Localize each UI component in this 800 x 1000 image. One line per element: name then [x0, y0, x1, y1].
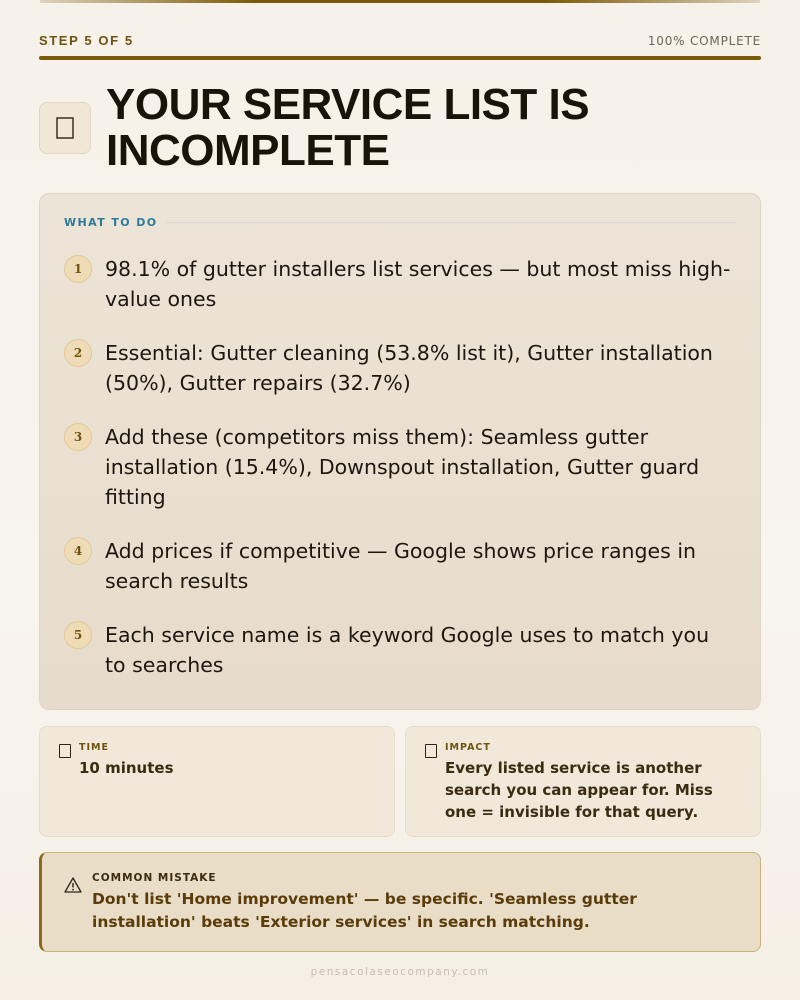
- progress-percent-label: 100% COMPLETE: [647, 33, 761, 48]
- impact-card: [405, 726, 761, 837]
- list-item: [64, 338, 736, 398]
- progress-bar: [39, 56, 761, 60]
- what-to-do-heading: WHAT TO DO: [64, 216, 158, 229]
- progress-header: [39, 33, 761, 48]
- step-number-badge: 3: [64, 423, 92, 451]
- step-text: Each service name is a keyword Google uses to match you to searches: [105, 623, 710, 677]
- progress-bar-fill: [39, 56, 761, 60]
- clock-icon: [59, 744, 71, 758]
- time-value: 10 minutes: [79, 759, 174, 777]
- time-label: TIME: [79, 742, 109, 753]
- footer-domain: pensacolaseocompany.com: [310, 966, 490, 978]
- steps-list: [64, 254, 736, 704]
- mistake-label: COMMON MISTAKE: [92, 872, 217, 884]
- step-text: 98.1% of gutter installers list services — but most miss high-value ones: [105, 257, 731, 311]
- document-icon: [39, 102, 91, 154]
- step-text: Add these (competitors miss them): Seamless gutter installation (15.4%), Downspout installation, Gutter guard fitting: [105, 425, 700, 509]
- divider: [166, 222, 737, 223]
- page-title: YOUR SERVICE LIST IS INCOMPLETE: [106, 80, 590, 175]
- step-number-badge: 1: [64, 255, 92, 283]
- top-accent-rule: [40, 0, 760, 3]
- list-item: [64, 620, 736, 680]
- list-item: [64, 254, 736, 314]
- impact-label: IMPACT: [445, 742, 491, 753]
- what-to-do-header: [64, 216, 736, 229]
- step-indicator: STEP 5 OF 5: [39, 33, 134, 48]
- what-to-do-card: [39, 193, 761, 710]
- step-text: Add prices if competitive — Google shows price ranges in search results: [105, 539, 697, 593]
- common-mistake-card: [39, 852, 761, 952]
- list-item: [64, 422, 736, 512]
- mistake-text: Don't list 'Home improvement' — be specific. 'Seamless gutter installation' beats 'Exterior services' in search matching.: [92, 890, 637, 931]
- chart-icon: [425, 744, 437, 758]
- warning-icon: [64, 876, 82, 894]
- time-card: [39, 726, 395, 837]
- impact-value: Every listed service is another search you can appear for. Miss one = invisible for that query.: [445, 759, 713, 821]
- list-item: [64, 536, 736, 596]
- step-number-badge: 4: [64, 537, 92, 565]
- step-number-badge: 2: [64, 339, 92, 367]
- step-number-badge: 5: [64, 621, 92, 649]
- step-text: Essential: Gutter cleaning (53.8% list it), Gutter installation (50%), Gutter repairs (32.7%): [105, 341, 713, 395]
